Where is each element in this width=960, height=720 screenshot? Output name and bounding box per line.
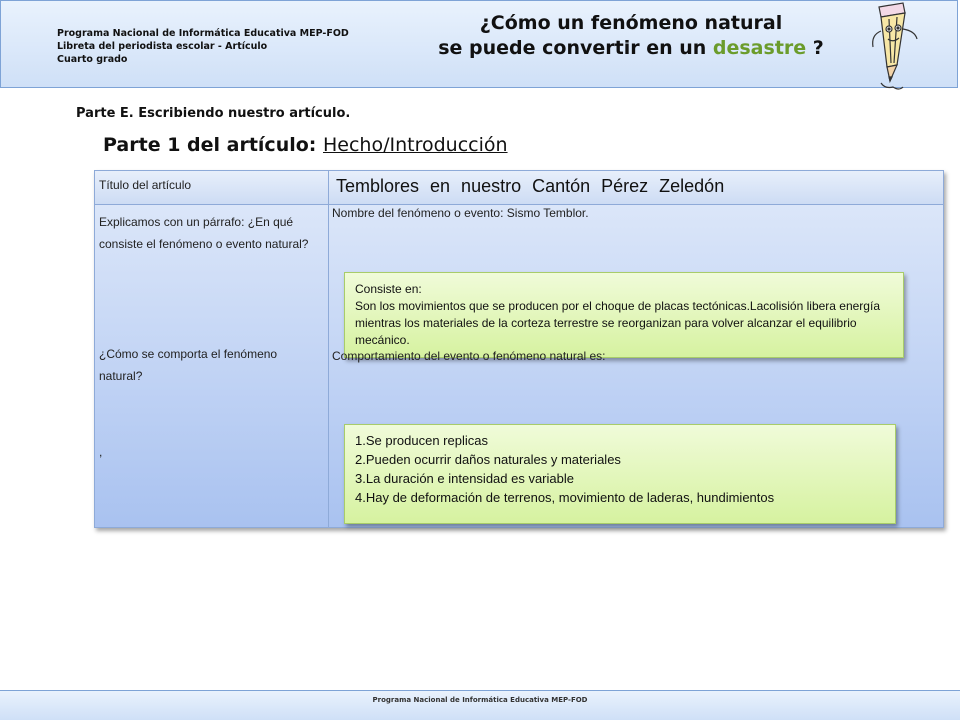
- stray-mark: ,: [99, 445, 103, 459]
- title-line-2: [421, 36, 841, 61]
- program-line-1: Programa Nacional de Informática Educativa MEP-FOD: [57, 28, 349, 39]
- behavior-item-3: 3.La duración e intensidad es variable: [355, 471, 574, 486]
- consist-box[interactable]: [344, 272, 904, 358]
- consist-box-heading: Consiste en:: [355, 282, 422, 296]
- title-highlight-word: desastre: [712, 37, 807, 59]
- title-line-1: ¿Cómo un fenómeno natural: [479, 12, 783, 34]
- behavior-box[interactable]: [344, 424, 896, 524]
- question-behavior: ¿Cómo se comporta el fenómeno natural?: [99, 347, 278, 383]
- article-title-label: Título del artículo: [99, 178, 192, 192]
- article-title-value[interactable]: Temblores en nuestro Cantón Pérez Zeledón: [336, 176, 725, 196]
- program-line-3: Cuarto grado: [57, 54, 128, 65]
- part-title-link[interactable]: Hecho/Introducción: [323, 134, 508, 156]
- event-name: Nombre del fenómeno o evento: Sismo Temblor.: [332, 206, 589, 220]
- question-consist: Explicamos con un párrafo: ¿En qué consiste el fenómeno o evento natural?: [99, 215, 309, 251]
- behavior-label: Comportamiento del evento o fenómeno natural es:: [332, 349, 606, 363]
- column-divider: [328, 171, 329, 527]
- section-label: Parte E. Escribiendo nuestro artículo.: [76, 106, 351, 121]
- part-title-prefix: Parte 1 del artículo:: [103, 134, 323, 156]
- title-line-2-pre: se puede convertir en un: [438, 37, 713, 59]
- article-table: [94, 170, 944, 528]
- program-line-2: Libreta del periodista escolar - Artículo: [57, 41, 268, 52]
- behavior-item-1: 1.Se producen replicas: [355, 433, 488, 448]
- behavior-item-4: 4.Hay de deformación de terrenos, movimiento de laderas, hundimientos: [355, 490, 775, 505]
- consist-box-body: Son los movimientos que se producen por el choque de placas tectónicas.Lacolisión libera energía mientras los materiales de la corteza terrestre se reorganizan para volver alcanzar el equilibrio mecánico.: [355, 299, 880, 347]
- program-info: [57, 27, 349, 66]
- footer-band: [0, 690, 960, 720]
- page-title: [421, 11, 841, 61]
- behavior-item-2: 2.Pueden ocurrir daños naturales y materiales: [355, 452, 621, 467]
- table-header-row: [95, 171, 943, 205]
- title-line-2-post: ?: [806, 37, 824, 59]
- footer-text: Programa Nacional de Informática Educativa MEP-FOD: [372, 696, 588, 704]
- pencil-mascot-icon: [859, 1, 929, 93]
- part-title: [103, 134, 508, 156]
- table-body-row: [95, 205, 943, 527]
- header-band: [0, 0, 958, 88]
